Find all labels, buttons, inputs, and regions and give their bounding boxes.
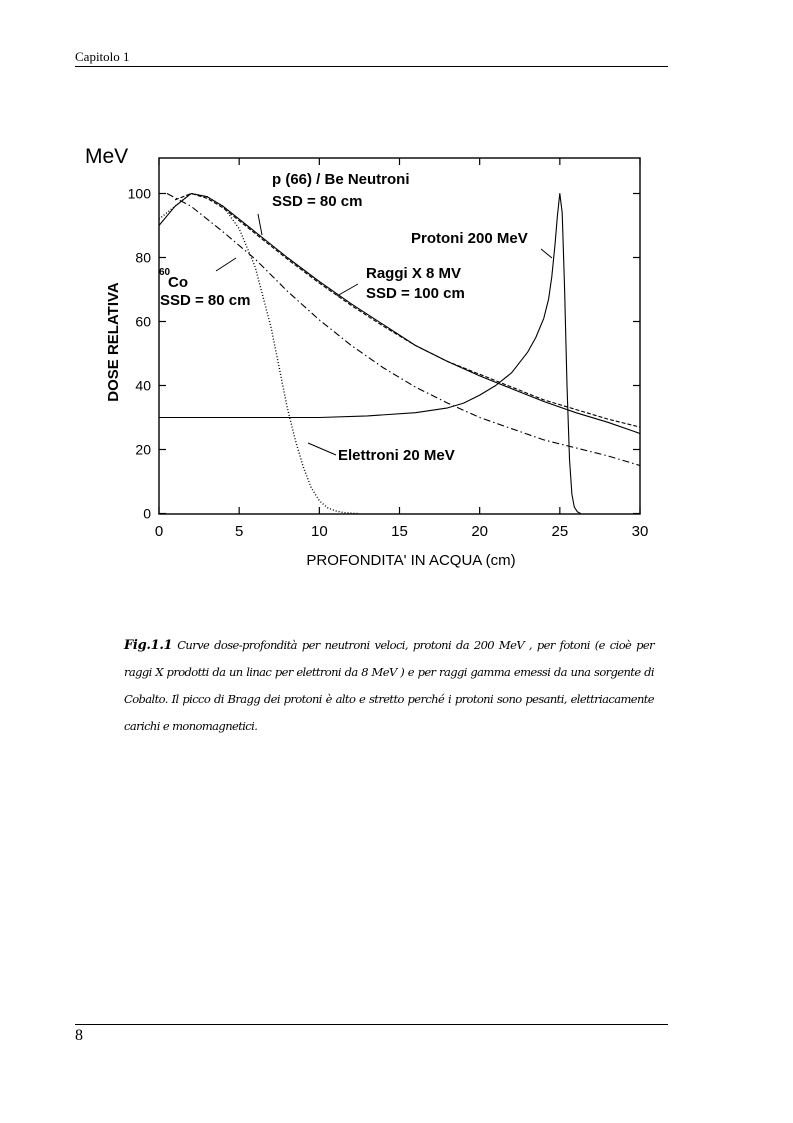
curve-annotation: SSD = 100 cm bbox=[366, 285, 465, 302]
figure-label: Fig.1.1 bbox=[124, 638, 173, 653]
annotation-leader-line bbox=[216, 258, 236, 271]
annotation-leader-line bbox=[258, 214, 262, 235]
page-number: 8 bbox=[75, 1027, 83, 1044]
annotation-leader-line bbox=[541, 249, 552, 258]
x-tick-label: 0 bbox=[154, 523, 164, 540]
curve-annotation: Raggi X 8 MV bbox=[366, 265, 462, 282]
x-tick-label: 20 bbox=[471, 523, 489, 540]
x-tick-label: 5 bbox=[234, 523, 244, 540]
curve-annotation: p (66) / Be Neutroni bbox=[272, 171, 410, 188]
curve-annotation: SSD = 80 cm bbox=[160, 292, 251, 309]
y-axis-title: DOSE RELATIVA bbox=[105, 282, 122, 402]
x-tick-label: 25 bbox=[551, 523, 569, 540]
tick-layer bbox=[128, 158, 649, 540]
figure-caption bbox=[124, 632, 654, 740]
x-tick-label: 30 bbox=[631, 523, 649, 540]
y-tick-label: 60 bbox=[135, 313, 151, 330]
series-line-2 bbox=[167, 194, 640, 466]
series-line-1 bbox=[175, 194, 640, 428]
series-line-3 bbox=[159, 194, 359, 514]
x-tick-label: 10 bbox=[310, 523, 328, 540]
y-tick-label: 40 bbox=[135, 377, 151, 394]
corner-label: MeV bbox=[85, 145, 129, 168]
running-head: Capitolo 1 bbox=[75, 49, 130, 64]
series-layer bbox=[159, 194, 640, 514]
x-tick-label: 15 bbox=[391, 523, 408, 540]
x-axis-title: PROFONDITA' IN ACQUA (cm) bbox=[306, 552, 516, 569]
curve-annotation: SSD = 80 cm bbox=[272, 193, 363, 210]
curve-annotation: Protoni 200 MeV bbox=[411, 230, 528, 247]
y-tick-label: 80 bbox=[135, 249, 151, 266]
y-tick-label: 100 bbox=[127, 185, 151, 202]
curve-annotation: Elettroni 20 MeV bbox=[338, 447, 455, 464]
curve-annotation: Co bbox=[168, 274, 188, 291]
y-tick-label: 20 bbox=[135, 441, 151, 458]
figure-caption-text: Curve dose-profondità per neutroni veloci, protoni da 200 MeV , per fotoni (e cioè per raggi X prodotti da un linac per elettroni da 8 MeV ) e per raggi gamma emessi da una sorgente di Cobalto. Il picco di Bragg dei protoni è alto e stretto perché i protoni sono pesanti, elettriacamente carichi e monomagnetici. bbox=[124, 638, 654, 733]
annotation-superscript: 60 bbox=[159, 267, 171, 278]
annotation-layer bbox=[159, 171, 552, 464]
annotation-leader-line bbox=[337, 284, 358, 296]
y-tick-label: 0 bbox=[143, 505, 151, 522]
annotation-leader-line bbox=[308, 443, 336, 455]
footer-rule bbox=[75, 1024, 668, 1025]
